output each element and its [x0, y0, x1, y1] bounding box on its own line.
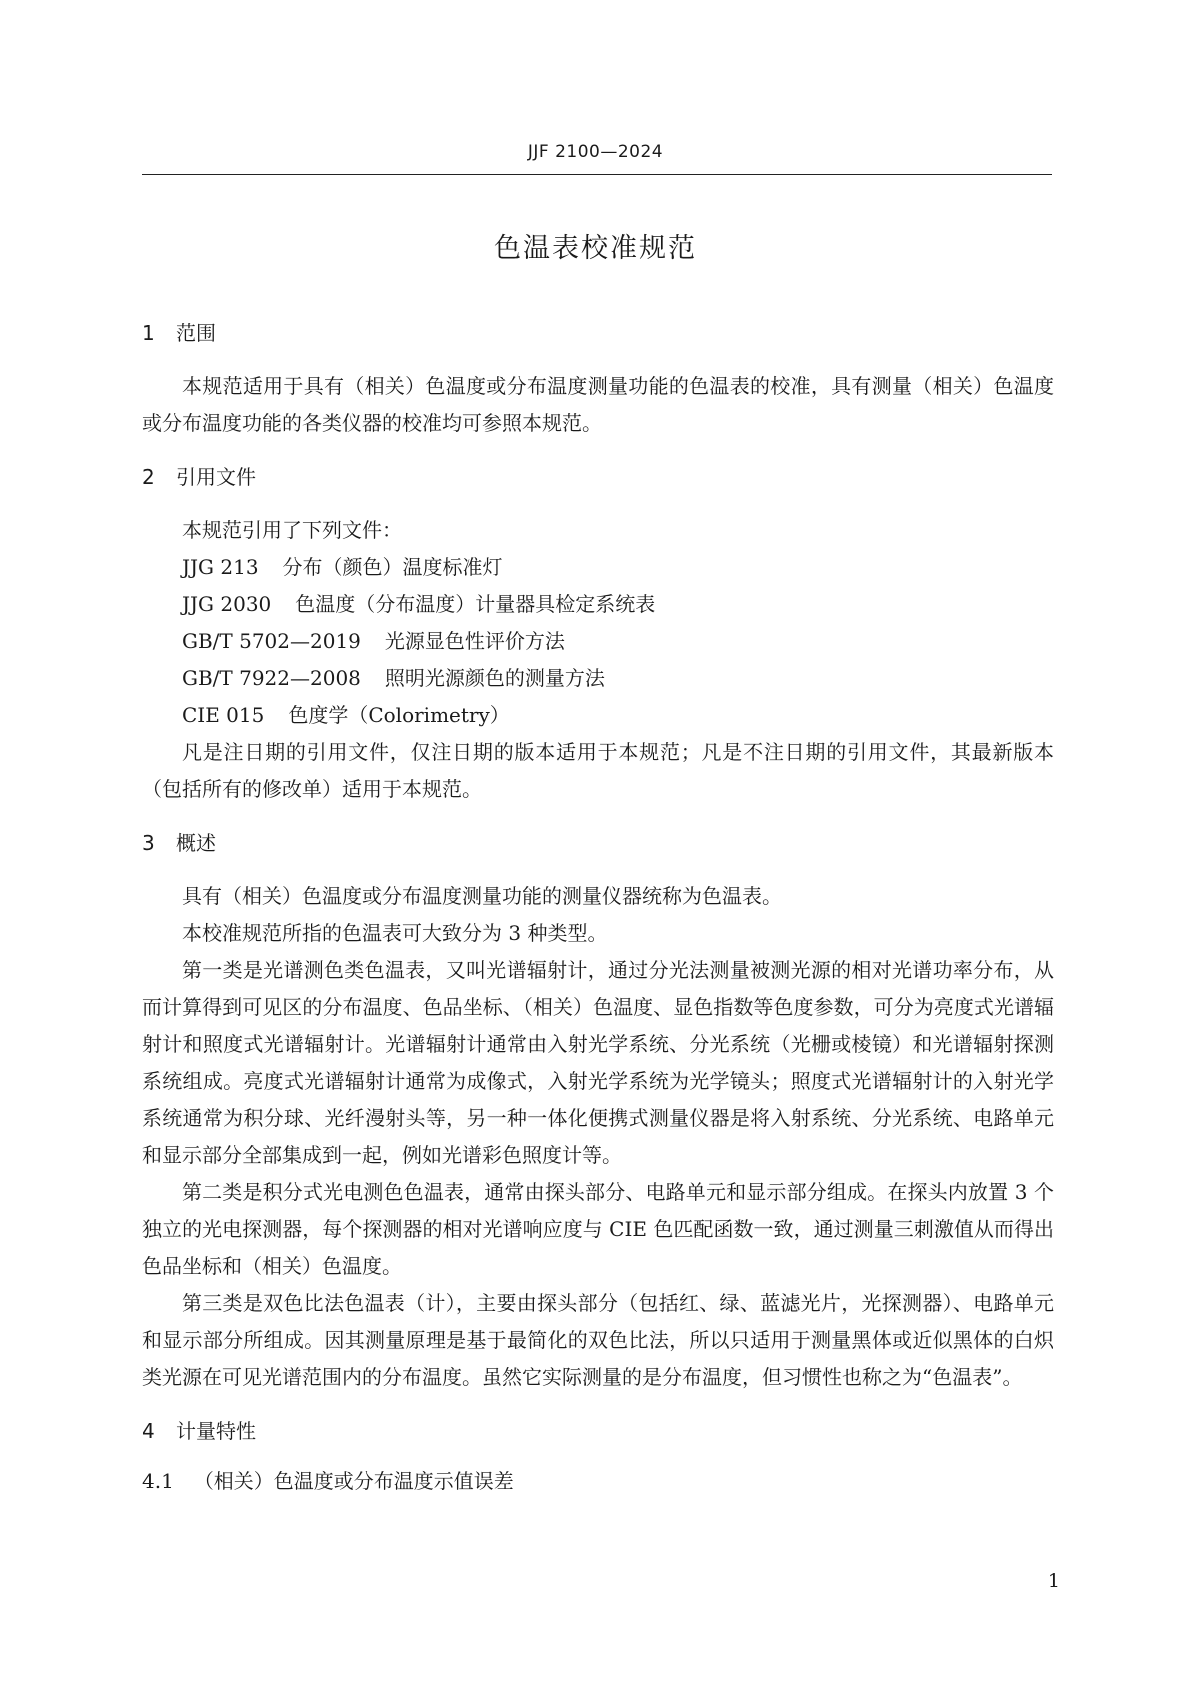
- reference-list: [142, 549, 1054, 734]
- section-1-heading: [142, 318, 1054, 348]
- reference-title: 分布（颜色）温度标准灯: [282, 555, 503, 579]
- subsection-number: 4.1: [142, 1469, 174, 1493]
- reference-item: [142, 660, 1054, 697]
- reference-code: JJG 2030: [182, 592, 272, 616]
- header-divider: [142, 174, 1052, 175]
- section-4-heading: [142, 1416, 1054, 1446]
- paragraph: 本校准规范所指的色温表可大致分为 3 种类型。: [182, 921, 608, 945]
- document-code: JJF 2100—2024: [527, 142, 664, 162]
- reference-item: [142, 549, 1054, 586]
- document-body: [142, 318, 1054, 1496]
- paragraph: 本规范适用于具有（相关）色温度或分布温度测量功能的色温表的校准，具有测量（相关）色温度或分布温度功能的各类仪器的校准均可参照本规范。: [142, 374, 1054, 435]
- paragraph: 第二类是积分式光电测色色温表，通常由探头部分、电路单元和显示部分组成。在探头内放置 3 个独立的光电探测器，每个探测器的相对光谱响应度与 CIE 色匹配函数一致，通过测量三刺激值从而得出色品坐标和（相关）色温度。: [142, 1180, 1054, 1278]
- section-number: 3: [142, 831, 155, 855]
- reference-item: [142, 623, 1054, 660]
- reference-title: 光源显色性评价方法: [384, 629, 565, 653]
- section-number: 4: [142, 1419, 155, 1443]
- section-title: 引用文件: [176, 465, 256, 489]
- reference-code: CIE 015: [182, 703, 265, 727]
- reference-code: GB/T 5702—2019: [182, 629, 361, 653]
- section-title: 计量特性: [176, 1419, 256, 1443]
- reference-code: JJG 213: [182, 555, 259, 579]
- section-title: 概述: [176, 831, 216, 855]
- reference-title: 照明光源颜色的测量方法: [384, 666, 605, 690]
- paragraph: 第一类是光谱测色类色温表，又叫光谱辐射计，通过分光法测量被测光源的相对光谱功率分布，从而计算得到可见区的分布温度、色品坐标、（相关）色温度、显色指数等色度参数，可分为亮度式光谱辐射计和照度式光谱辐射计。光谱辐射计通常由入射光学系统、分光系统（光栅或棱镜）和光谱辐射探测系统组成。亮度式光谱辐射计通常为成像式，入射光学系统为光学镜头；照度式光谱辐射计的入射光学系统通常为积分球、光纤漫射头等，另一种一体化便携式测量仪器是将入射系统、分光系统、电路单元和显示部分全部集成到一起，例如光谱彩色照度计等。: [142, 958, 1054, 1167]
- reference-title: 色温度（分布温度）计量器具检定系统表: [295, 592, 656, 616]
- section-3-heading: [142, 828, 1054, 858]
- section-2-heading: [142, 462, 1054, 492]
- reference-title: 色度学（Colorimetry）: [288, 703, 510, 727]
- paragraph: 具有（相关）色温度或分布温度测量功能的测量仪器统称为色温表。: [182, 884, 782, 908]
- section-number: 1: [142, 321, 155, 345]
- reference-item: [142, 586, 1054, 623]
- paragraph: 第三类是双色比法色温表（计），主要由探头部分（包括红、绿、蓝滤光片，光探测器）、电路单元和显示部分所组成。因其测量原理是基于最简化的双色比法，所以只适用于测量黑体或近似黑体的白炽类光源在可见光谱范围内的分布温度。虽然它实际测量的是分布温度，但习惯性也称之为“色温表”。: [142, 1291, 1054, 1389]
- reference-code: GB/T 7922—2008: [182, 666, 361, 690]
- reference-item: [142, 697, 1054, 734]
- document-title: 色温表校准规范: [494, 233, 697, 264]
- paragraph: 本规范引用了下列文件：: [182, 518, 402, 542]
- subsection-title: （相关）色温度或分布温度示值误差: [193, 1469, 514, 1493]
- subsection-4-1-heading: [142, 1466, 1054, 1496]
- paragraph: 凡是注日期的引用文件，仅注日期的版本适用于本规范；凡是不注日期的引用文件，其最新版本（包括所有的修改单）适用于本规范。: [142, 740, 1054, 801]
- page-number: 1: [1047, 1570, 1060, 1592]
- section-number: 2: [142, 465, 155, 489]
- section-title: 范围: [176, 321, 216, 345]
